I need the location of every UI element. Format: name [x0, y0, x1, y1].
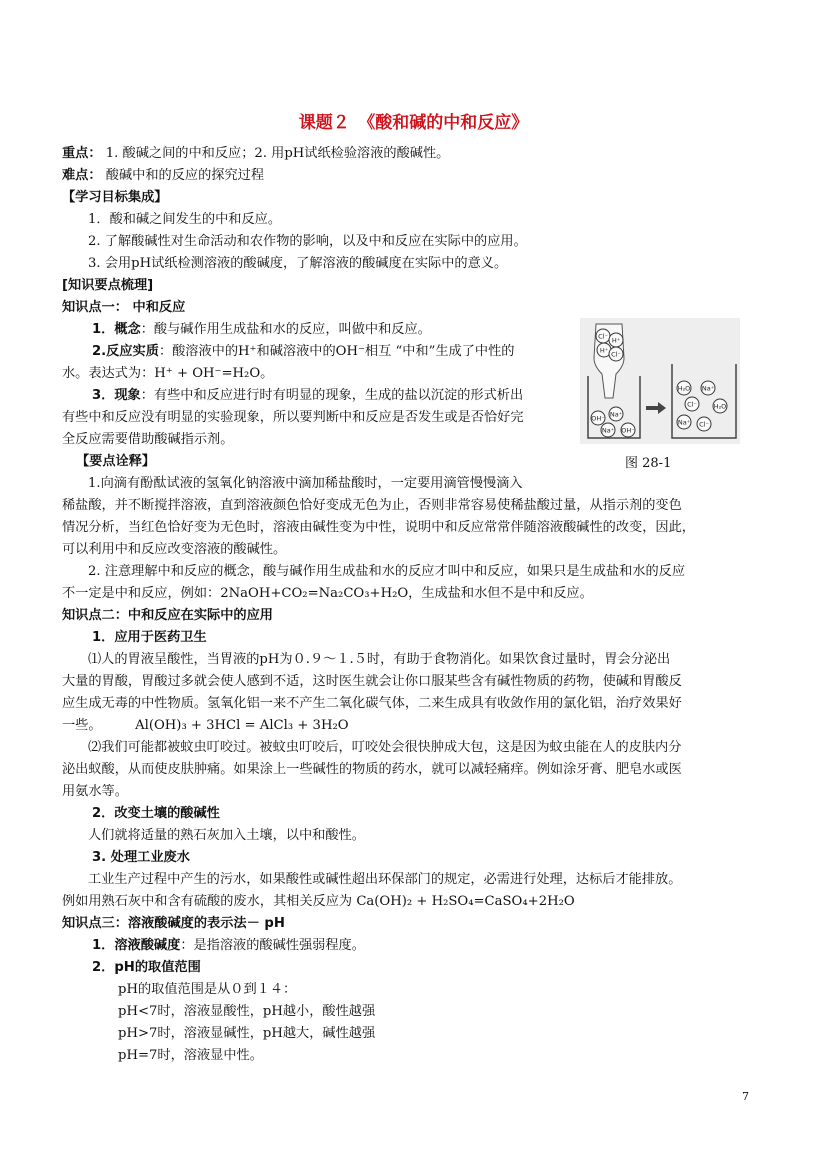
ion-label: H₂O [713, 402, 727, 411]
kp1-essence-cont: 水。表达式为：H⁺ + OH⁻=H₂O。 [62, 366, 274, 381]
kp3-s1: 1．溶液酸碱度：是指溶液的酸碱性强弱程度。 [92, 938, 365, 953]
ph-range-line: pH的取值范围是从０到１４： [118, 982, 297, 997]
kp1-phenomenon: 3．现象：有些中和反应进行时有明显的现象，生成的盐以沉淀的形式析出 [92, 388, 524, 403]
kp2-s1-heading: 1．应用于医药卫生 [92, 630, 207, 645]
ion-label: Na⁺ [701, 384, 715, 393]
note2-line: 不一定是中和反应，例如：2NaOH+CO₂=Na₂CO₃+H₂O，生成盐和水但不是中和反应。 [62, 586, 593, 601]
difficulty: 难点： 酸碱中和的反应的探究过程 [62, 168, 265, 183]
objective-item: 3. 会用pH试纸检测溶液的酸碱度，了解溶液的酸碱度在实际中的意义。 [88, 256, 508, 271]
ion-label: H⁺ [611, 336, 621, 345]
key-points: 重点： 1. 酸碱之间的中和反应；2. 用pH试纸检验溶液的酸碱性。 [62, 146, 450, 161]
objective-item: 1．酸和碱之间发生的中和反应。 [88, 212, 282, 227]
kp2-s1b-line: 泌出蚁酸，从而使皮肤肿痛。如果涂上一些碱性的物质的药水，就可以减轻痛痒。例如涂牙膏、肥皂水或医 [62, 762, 682, 777]
kp1-phenomenon-cont: 全反应需要借助酸碱指示剂。 [62, 432, 234, 447]
ph-range-line: pH>7时，溶液显碱性，pH越大，碱性越强 [118, 1026, 376, 1041]
kp2-s1-line: 一些。 Al(OH)₃ + 3HCl = AlCl₃ + 3H₂O [62, 718, 349, 733]
kp2-s3-heading: 3. 处理工业废水 [92, 850, 190, 865]
note1-line: 情况分析，当红色恰好变为无色时，溶液由碱性变为中性，说明中和反应常常伴随溶液酸碱性的改变，因此， [62, 520, 695, 535]
ion-label: H₂O [677, 384, 691, 393]
ion-label: Cl⁻ [598, 332, 608, 341]
kp2-s2-heading: 2．改变土壤的酸碱性 [92, 806, 220, 821]
kp2-s1b-line: 用氨水等。 [62, 784, 128, 799]
objective-item: 2. 了解酸碱性对生命活动和农作物的影响，以及中和反应在实际中的应用。 [88, 234, 527, 249]
kp3-s2-heading: 2．pH的取值范围 [92, 960, 201, 975]
note1-line: 稀盐酸，并不断搅拌溶液，直到溶液颜色恰好变成无色为止，否则非常容易使稀盐酸过量，从指示剂的变色 [62, 498, 682, 513]
note1-line: 1.向滴有酚酞试液的氢氧化钠溶液中滴加稀盐酸时，一定要用滴管慢慢滴入 [88, 476, 523, 491]
kp2-s3-line: 例如用熟石灰中和含有硫酸的废水，其相关反应为 Ca(OH)₂ + H₂SO₄=CaSO₄+2H₂O [62, 894, 575, 909]
kp2-s3-line: 工业生产过程中产生的污水，如果酸性或碱性超出环保部门的规定，必需进行处理，达标后才能排放。 [88, 872, 682, 887]
ion-label: Cl⁻ [699, 420, 709, 429]
ion-label: Cl⁻ [611, 350, 621, 359]
explain-heading: 【要点诠释】 [76, 454, 156, 469]
note2-line: 2. 注意理解中和反应的概念，酸与碱作用生成盐和水的反应才叫中和反应，如果只是生成盐和水的反应 [88, 564, 686, 579]
page-title: 课题２ 《酸和碱的中和反应》 [298, 113, 529, 133]
kp2-s1-line: ⑴人的胃液呈酸性，当胃液的pH为０.９～１.５时，有助于食物消化。如果饮食过量时，胃会分泌出 [88, 652, 671, 667]
figure-caption: 图 28-1 [625, 456, 672, 471]
note1-line: 可以利用中和反应改变溶液的酸碱性。 [62, 542, 287, 557]
kp1-essence: 2.反应实质：酸溶液中的H⁺和碱溶液中的OH⁻相互 “中和”生成了中性的 [92, 344, 515, 359]
kp2-s1-line: 大量的胃酸，胃酸过多就会使人感到不适，这时医生就会让你口服某些含有碱性物质的药物，使碱和胃酸反 [62, 674, 682, 689]
kp2-s2-text: 人们就将适量的熟石灰加入土壤，以中和酸性。 [88, 828, 365, 843]
ion-label: Na⁺ [677, 418, 691, 427]
ion-label: Na⁺ [609, 410, 623, 419]
ion-label: OH⁻ [621, 426, 635, 435]
ion-label: Cl⁻ [687, 400, 697, 409]
ion-label: OH⁻ [591, 414, 605, 423]
page-number: 7 [742, 1090, 749, 1103]
kp2-s1-line: 应生成无毒的中性物质。氢氧化铝一来不产生二氧化碳气体，二来生成具有收敛作用的氯化铝，治疗效果好 [62, 696, 682, 711]
knowledge-heading: [知识要点梳理] [62, 278, 154, 293]
neutralization-figure [580, 318, 740, 444]
objectives-heading: 【学习目标集成】 [62, 190, 168, 205]
ph-range-line: pH=7时，溶液显中性。 [118, 1048, 263, 1063]
ion-label: H⁺ [599, 346, 609, 355]
kp2-s1b-line: ⑵我们可能都被蚊虫叮咬过。被蚊虫叮咬后，叮咬处会很快肿成大包，这是因为蚊虫能在人的皮肤内分 [88, 740, 682, 755]
kp2-heading: 知识点二：中和反应在实际中的应用 [62, 608, 273, 623]
kp1-heading: 知识点一： 中和反应 [62, 300, 186, 315]
ph-range-line: pH<7时，溶液显酸性，pH越小，酸性越强 [118, 1004, 376, 1019]
kp1-phenomenon-cont: 有些中和反应没有明显的实验现象，所以要判断中和反应是否发生或是否恰好完 [62, 410, 524, 425]
ion-label: Na⁺ [601, 426, 615, 435]
kp3-heading: 知识点三：溶液酸碱度的表示法－ pH [62, 916, 285, 931]
kp1-concept: 1．概念：酸与碱作用生成盐和水的反应，叫做中和反应。 [92, 322, 431, 337]
